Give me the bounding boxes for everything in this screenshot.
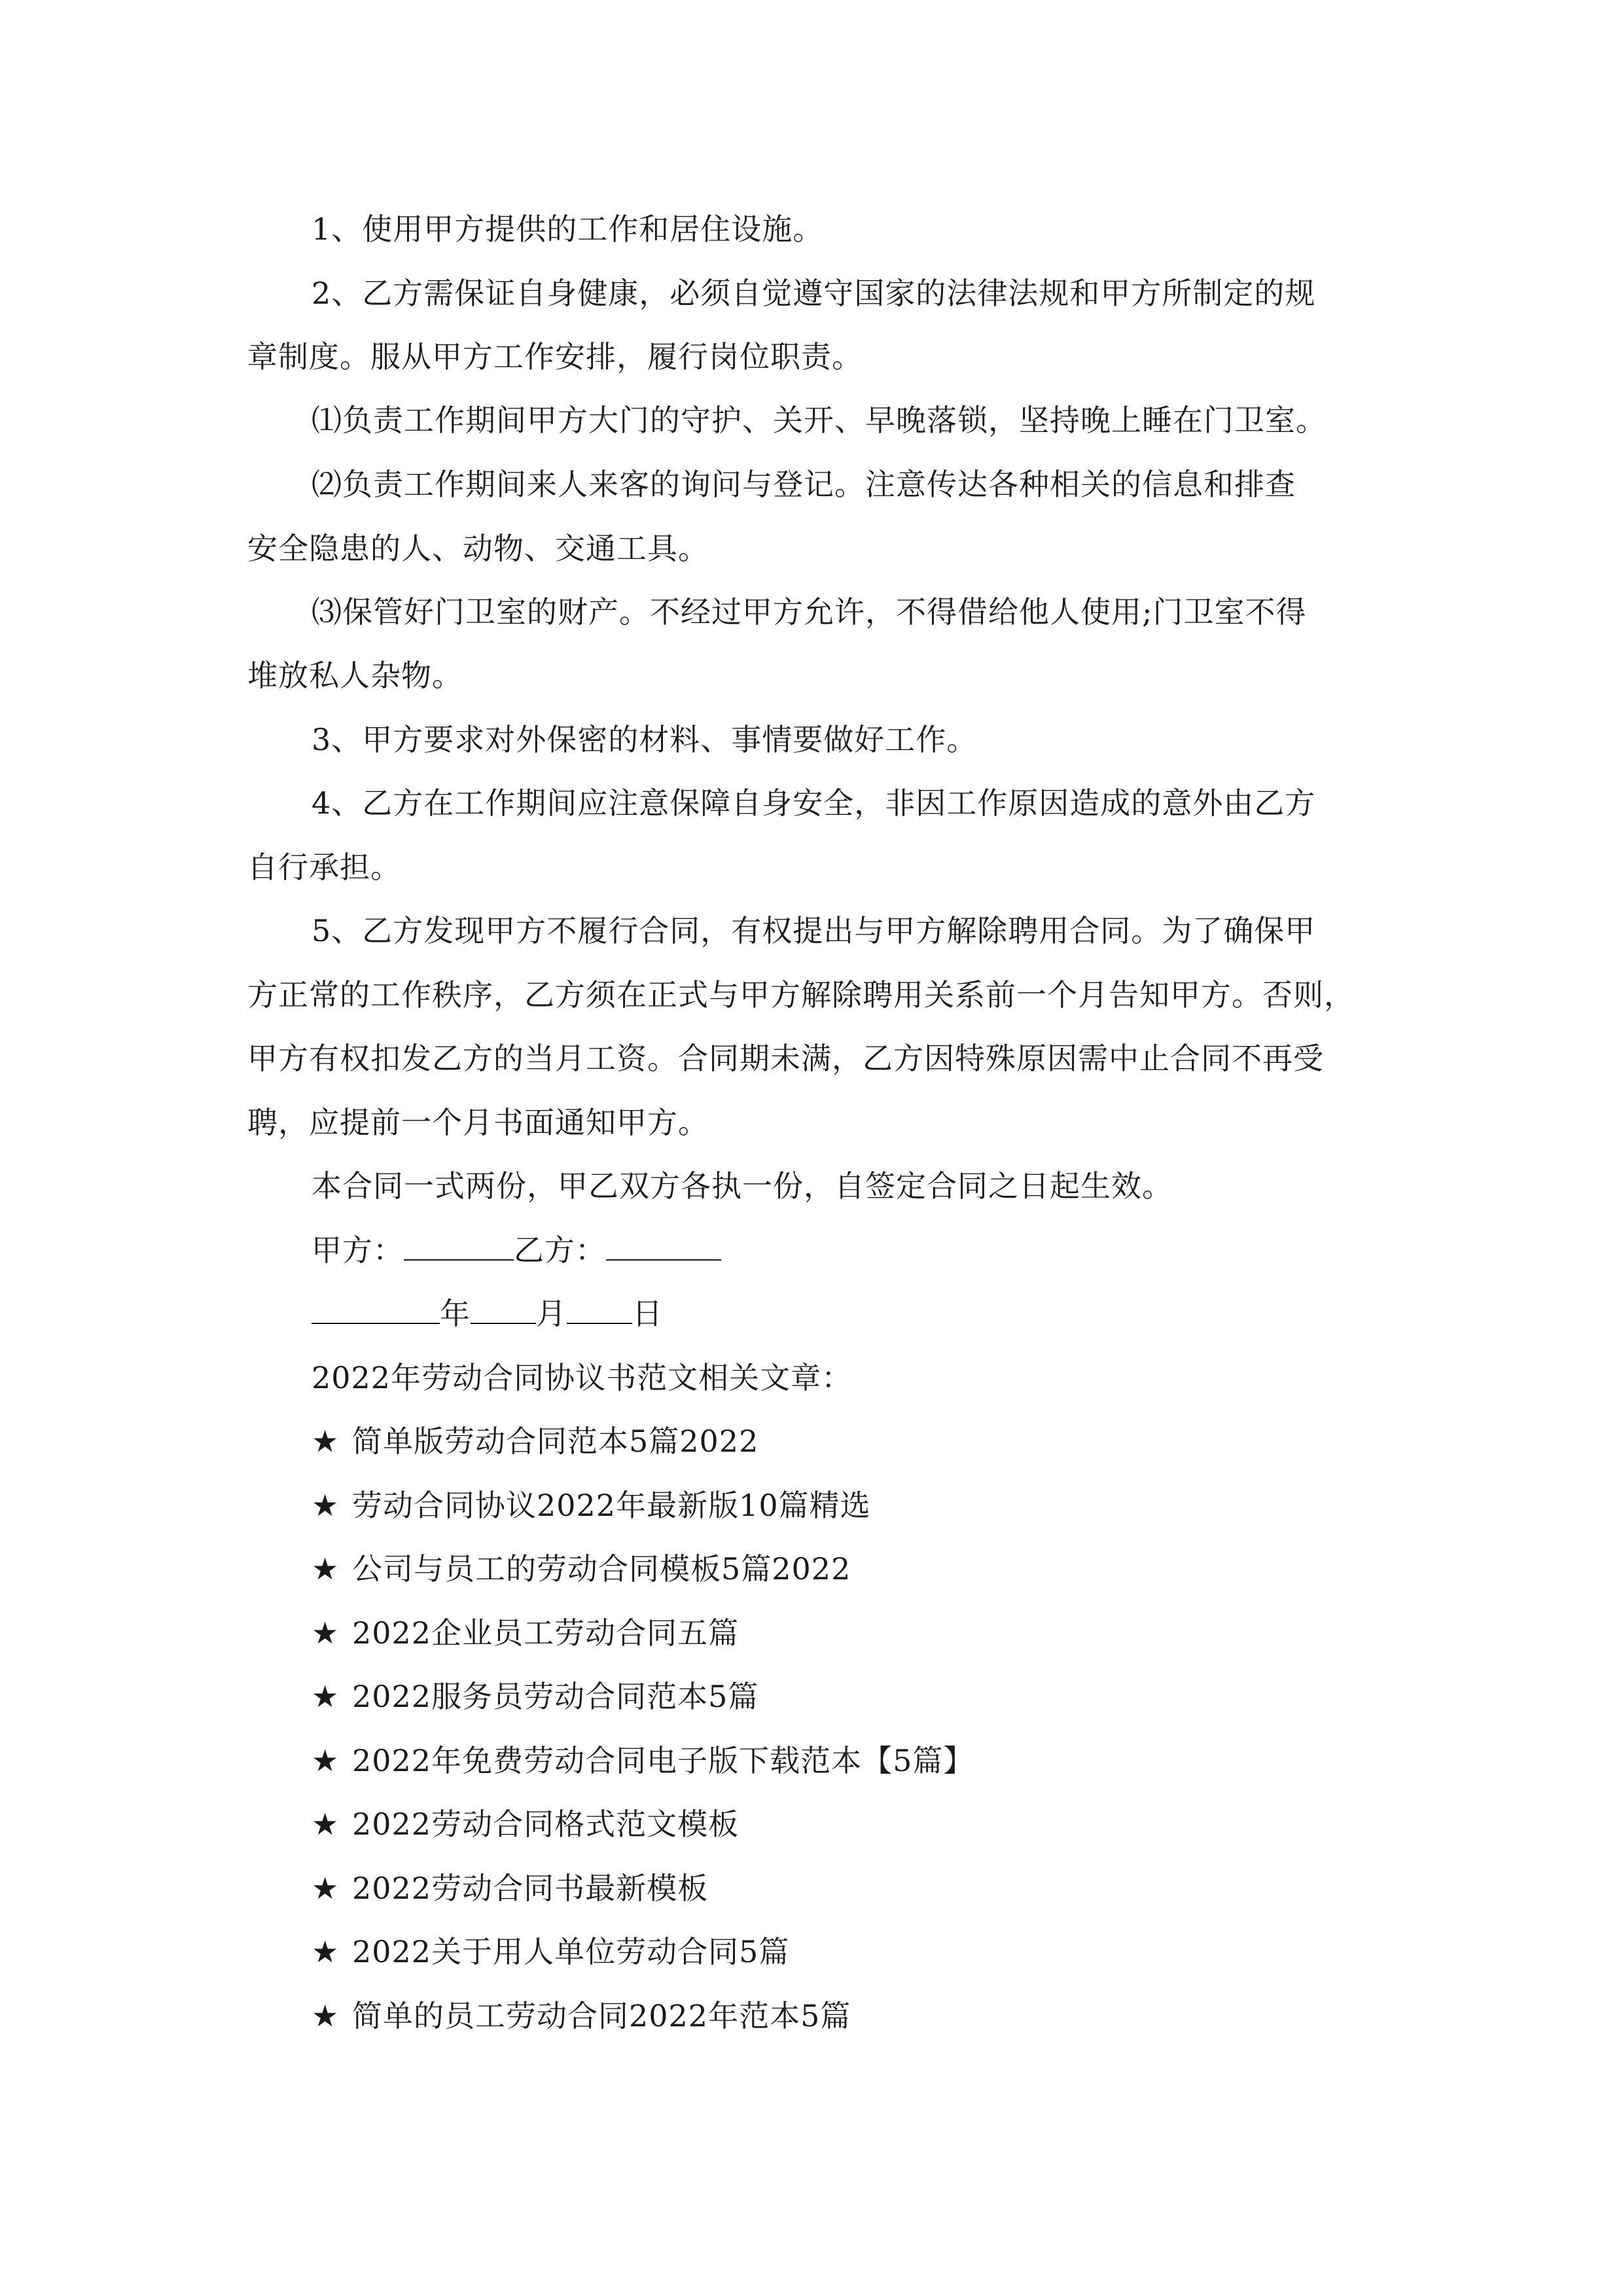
related-article-link[interactable]: 简单版劳动合同范本5篇2022: [352, 1424, 759, 1459]
related-article-item[interactable]: [312, 1613, 739, 1653]
star-icon: ★: [312, 1679, 340, 1714]
related-article-link[interactable]: 2022年免费劳动合同电子版下载范本【5篇】: [352, 1743, 974, 1778]
related-article-link[interactable]: 2022劳动合同格式范文模板: [352, 1806, 740, 1842]
month-blank: [471, 1295, 536, 1324]
related-article-link[interactable]: 2022关于用人单位劳动合同5篇: [352, 1934, 790, 1969]
sub-clause-2-line-2: 安全隐患的人、动物、交通工具。: [247, 531, 709, 566]
related-article-link[interactable]: 2022企业员工劳动合同五篇: [352, 1615, 740, 1651]
day-blank: [567, 1295, 632, 1324]
star-icon: ★: [312, 1806, 340, 1842]
related-article-item[interactable]: [312, 1996, 851, 2036]
related-article-link[interactable]: 公司与员工的劳动合同模板5篇2022: [352, 1551, 851, 1587]
related-article-item[interactable]: [312, 1869, 708, 1908]
related-article-item[interactable]: [312, 1422, 758, 1461]
day-label: 日: [632, 1296, 663, 1331]
star-icon: ★: [312, 1551, 340, 1587]
star-icon: ★: [312, 1998, 340, 2034]
star-icon: ★: [312, 1743, 340, 1778]
party-a-label: 甲方：: [312, 1232, 404, 1268]
copies-statement: 本合同一式两份，甲乙双方各执一份，自签定合同之日起生效。: [312, 1168, 1173, 1204]
related-article-link[interactable]: 2022服务员劳动合同范本5篇: [352, 1679, 759, 1714]
sub-clause-3-line-2: 堆放私人杂物。: [247, 658, 463, 693]
sub-clause-3-line-1: ⑶保管好门卫室的财产。不经过甲方允许，不得借给他人使用;门卫室不得: [312, 594, 1307, 630]
signature-parties-line: [312, 1230, 721, 1270]
related-article-item[interactable]: [312, 1804, 739, 1844]
star-icon: ★: [312, 1615, 340, 1651]
month-label: 月: [536, 1296, 567, 1331]
related-article-item[interactable]: [312, 1932, 789, 1971]
star-icon: ★: [312, 1424, 340, 1459]
star-icon: ★: [312, 1934, 340, 1969]
related-article-link[interactable]: 劳动合同协议2022年最新版10篇精选: [352, 1488, 871, 1523]
star-icon: ★: [312, 1488, 340, 1523]
clause-5-line-3: 甲方有权扣发乙方的当月工资。合同期未满，乙方因特殊原因需中止合同不再受: [247, 1041, 1324, 1076]
party-b-label: 乙方：: [514, 1232, 606, 1268]
related-article-item[interactable]: [312, 1486, 871, 1525]
clause-2-line-1: 2、乙方需保证自身健康，必须自觉遵守国家的法律法规和甲方所制定的规: [312, 276, 1316, 311]
year-label: 年: [440, 1296, 471, 1331]
related-article-item[interactable]: [312, 1677, 758, 1716]
related-article-item[interactable]: [312, 1741, 974, 1780]
signature-date-line: [312, 1294, 663, 1333]
related-article-link[interactable]: 简单的员工劳动合同2022年范本5篇: [352, 1998, 851, 2034]
clause-3: 3、甲方要求对外保密的材料、事情要做好工作。: [312, 722, 978, 757]
related-article-item[interactable]: [312, 1549, 851, 1588]
related-articles-heading: 2022年劳动合同协议书范文相关文章：: [312, 1360, 853, 1395]
sub-clause-1: ⑴负责工作期间甲方大门的守护、关开、早晚落锁，坚持晚上睡在门卫室。: [312, 403, 1327, 438]
related-article-link[interactable]: 2022劳动合同书最新模板: [352, 1871, 709, 1906]
clause-2-line-2: 章制度。服从甲方工作安排，履行岗位职责。: [247, 339, 863, 374]
sub-clause-2-line-1: ⑵负责工作期间来人来客的询问与登记。注意传达各种相关的信息和排查: [312, 467, 1296, 502]
clause-1: 1、使用甲方提供的工作和居住设施。: [312, 211, 824, 247]
party-a-blank: [404, 1232, 514, 1261]
star-icon: ★: [312, 1871, 340, 1906]
clause-5-line-2: 方正常的工作秩序，乙方须在正式与甲方解除聘用关系前一个月告知甲方。否则，: [247, 977, 1355, 1013]
clause-4-line-1: 4、乙方在工作期间应注意保障自身安全，非因工作原因造成的意外由乙方: [312, 785, 1316, 821]
clause-5-line-1: 5、乙方发现甲方不履行合同，有权提出与甲方解除聘用合同。为了确保甲: [312, 913, 1316, 948]
year-blank: [312, 1295, 440, 1324]
clause-4-line-2: 自行承担。: [247, 850, 401, 885]
party-b-blank: [606, 1232, 721, 1261]
clause-5-line-4: 聘，应提前一个月书面通知甲方。: [247, 1105, 709, 1140]
